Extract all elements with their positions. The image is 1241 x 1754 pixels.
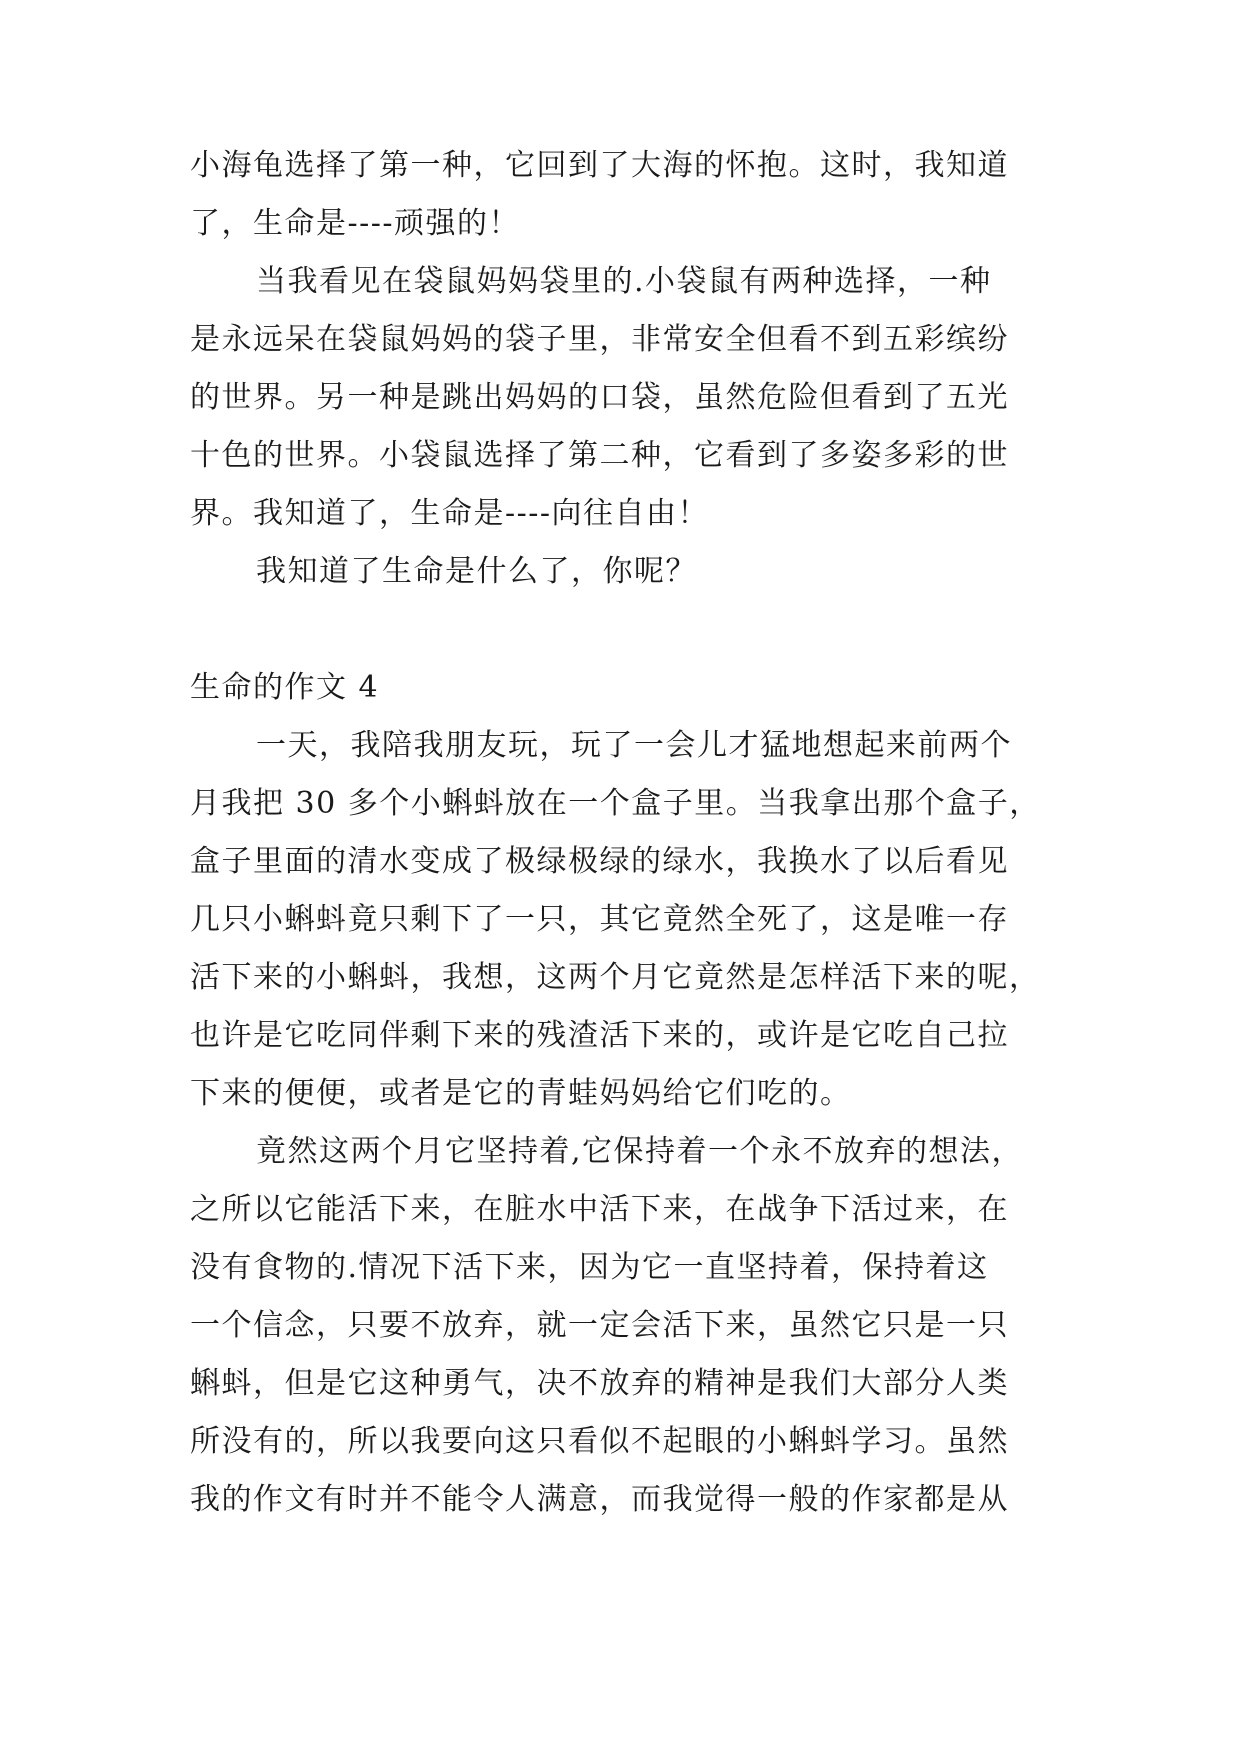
text-line: 下来的便便，或者是它的青蛙妈妈给它们吃的。 bbox=[190, 1076, 852, 1111]
text-line: 也许是它吃同伴剩下来的残渣活下来的，或许是它吃自己拉 bbox=[190, 1018, 1009, 1053]
text-line: 活下来的小蝌蚪，我想，这两个月它竟然是怎样活下来的呢， bbox=[190, 960, 1041, 995]
paragraph-first-line: 我知道了生命是什么了，你呢？ bbox=[256, 554, 697, 589]
text-line: 几只小蝌蚪竟只剩下了一只，其它竟然全死了，这是唯一存 bbox=[190, 902, 1009, 937]
text-line: 蝌蚪，但是它这种勇气，决不放弃的精神是我们大部分人类 bbox=[190, 1366, 1009, 1401]
text-line: 月我把 30 多个小蝌蚪放在一个盒子里。当我拿出那个盒子， bbox=[190, 786, 1041, 821]
text-line: 小海龟选择了第一种，它回到了大海的怀抱。这时，我知道 bbox=[190, 148, 1009, 183]
text-line: 之所以它能活下来，在脏水中活下来，在战争下活过来，在 bbox=[190, 1192, 1009, 1227]
text-line: 十色的世界。小袋鼠选择了第二种，它看到了多姿多彩的世 bbox=[190, 438, 1009, 473]
paragraph-first-line: 竟然这两个月它坚持着,它保持着一个永不放弃的想法， bbox=[256, 1134, 1024, 1169]
text-line: 界。我知道了，生命是----向往自由！ bbox=[190, 496, 710, 531]
text-line: 一个信念，只要不放弃，就一定会活下来，虽然它只是一只 bbox=[190, 1308, 1009, 1343]
text-line: 所没有的，所以我要向这只看似不起眼的小蝌蚪学习。虽然 bbox=[190, 1424, 1009, 1459]
text-line: 我的作文有时并不能令人满意，而我觉得一般的作家都是从 bbox=[190, 1482, 1009, 1517]
section-heading: 生命的作文 4 bbox=[190, 670, 380, 705]
text-line: 是永远呆在袋鼠妈妈的袋子里，非常安全但看不到五彩缤纷 bbox=[190, 322, 1009, 357]
text-line: 没有食物的.情况下活下来，因为它一直坚持着，保持着这 bbox=[190, 1250, 989, 1285]
paragraph-first-line: 一天，我陪我朋友玩，玩了一会儿才猛地想起来前两个 bbox=[256, 728, 1012, 763]
paragraph-first-line: 当我看见在袋鼠妈妈袋里的.小袋鼠有两种选择，一种 bbox=[256, 264, 992, 299]
text-line: 了，生命是----顽强的！ bbox=[190, 206, 521, 241]
text-line: 的世界。另一种是跳出妈妈的口袋，虽然危险但看到了五光 bbox=[190, 380, 1009, 415]
text-line: 盒子里面的清水变成了极绿极绿的绿水，我换水了以后看见 bbox=[190, 844, 1009, 879]
